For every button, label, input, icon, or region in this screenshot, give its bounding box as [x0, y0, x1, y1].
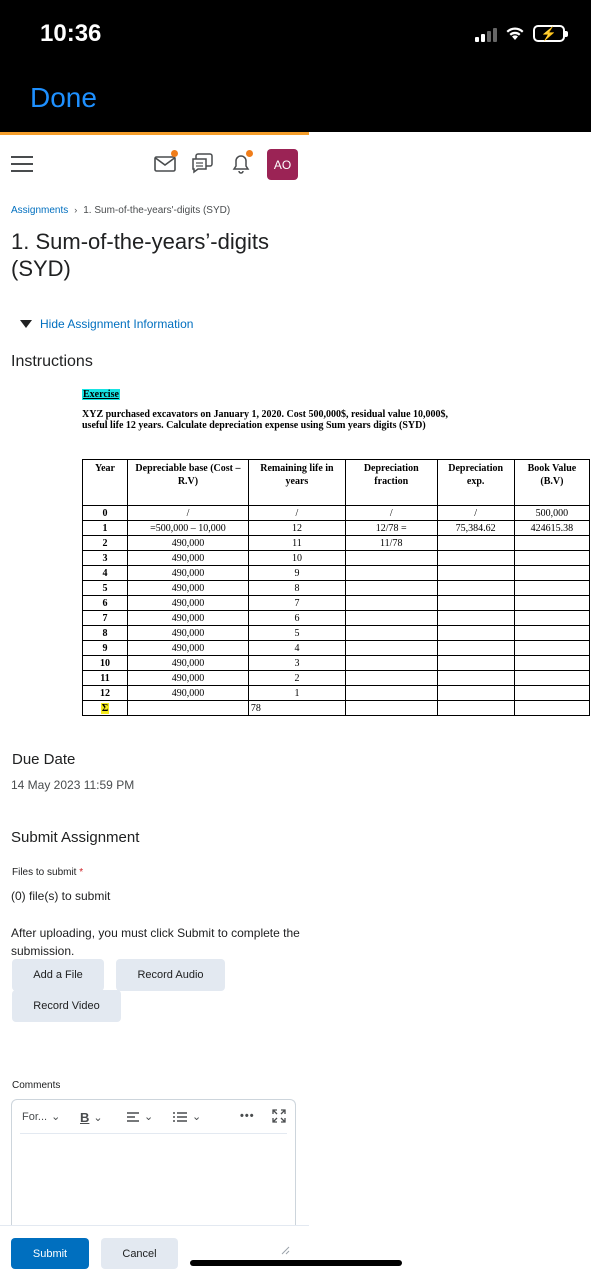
table-cell [437, 671, 514, 686]
table-cell [437, 641, 514, 656]
toolbar-divider [20, 1133, 287, 1134]
table-header-cell: Depreciation exp. [437, 460, 514, 506]
table-cell: 3 [83, 551, 128, 566]
status-icons [475, 25, 565, 42]
table-cell [437, 611, 514, 626]
table-cell [514, 626, 589, 641]
chevron-down-icon: ⌄ [144, 1111, 154, 1123]
table-cell: 0 [83, 506, 128, 521]
table-cell [437, 626, 514, 641]
table-cell: 9 [83, 641, 128, 656]
table-cell: 490,000 [128, 596, 249, 611]
chevron-down-icon: ⌄ [192, 1111, 202, 1123]
align-dropdown[interactable] [126, 1110, 153, 1123]
table-cell: 500,000 [514, 506, 589, 521]
table-row [83, 596, 590, 611]
table-cell [437, 536, 514, 551]
table-cell [345, 596, 437, 611]
table-cell: 6 [248, 611, 345, 626]
hide-info-label: Hide Assignment Information [40, 317, 194, 331]
ios-top-bar [0, 0, 591, 132]
upload-note: After uploading, you must click Submit to complete the submission. [11, 926, 300, 958]
table-header-cell: Year [83, 460, 128, 506]
table-row [83, 551, 590, 566]
caret-down-icon [20, 320, 32, 328]
sum-total-cell: 78 [248, 701, 345, 716]
comments-label: Comments [12, 1080, 61, 1091]
status-time: 10:36 [40, 20, 102, 47]
cellular-signal-icon [475, 26, 497, 42]
table-row [83, 641, 590, 656]
table-cell [345, 581, 437, 596]
app-header [0, 132, 309, 190]
table-cell [437, 551, 514, 566]
table-cell [345, 701, 437, 716]
table-header-cell: Depreciable base (Cost –R.V) [128, 460, 249, 506]
list-icon [172, 1111, 188, 1123]
table-cell [514, 611, 589, 626]
table-cell: 7 [248, 596, 345, 611]
breadcrumb [11, 205, 230, 216]
submit-button[interactable]: Submit [11, 1238, 89, 1269]
battery-charging-icon: ⚡ [533, 25, 565, 42]
table-cell: 12 [248, 521, 345, 536]
table-cell: 2 [83, 536, 128, 551]
table-cell: 2 [248, 671, 345, 686]
table-cell [514, 596, 589, 611]
bold-icon: B [80, 1110, 90, 1125]
files-label-text: Files to submit [12, 867, 77, 878]
table-row [83, 686, 590, 701]
sigma-symbol: Σ [101, 702, 109, 714]
cancel-button[interactable]: Cancel [101, 1238, 178, 1269]
table-cell: 490,000 [128, 611, 249, 626]
table-cell [514, 701, 589, 716]
table-cell [345, 671, 437, 686]
table-cell [514, 536, 589, 551]
table-cell [345, 641, 437, 656]
table-cell: 10 [248, 551, 345, 566]
editor-toolbar [12, 1100, 295, 1133]
files-count: (0) file(s) to submit [11, 889, 111, 903]
format-label: For... [22, 1110, 48, 1123]
table-cell [437, 566, 514, 581]
table-cell: 9 [248, 566, 345, 581]
home-indicator [190, 1260, 402, 1266]
table-cell: 4 [83, 566, 128, 581]
sum-symbol-cell [83, 701, 128, 716]
table-cell [437, 686, 514, 701]
table-cell: / [248, 506, 345, 521]
table-cell [345, 626, 437, 641]
table-row [83, 536, 590, 551]
comments-editor[interactable] [11, 1099, 296, 1239]
table-cell [514, 671, 589, 686]
subscription-alerts-icon[interactable] [190, 151, 216, 175]
table-cell [345, 656, 437, 671]
table-cell [514, 641, 589, 656]
table-cell [345, 686, 437, 701]
add-file-button[interactable]: Add a File [12, 959, 104, 991]
submit-assignment-heading: Submit Assignment [11, 829, 140, 846]
table-cell: 12 [83, 686, 128, 701]
table-cell: 1 [83, 521, 128, 536]
table-header-row [83, 460, 590, 506]
table-header-cell: Depreciation fraction [345, 460, 437, 506]
table-cell [514, 551, 589, 566]
instructions-heading: Instructions [11, 353, 93, 370]
table-cell [345, 551, 437, 566]
table-cell [437, 581, 514, 596]
more-actions-icon[interactable]: ••• [240, 1110, 255, 1122]
table-cell [345, 611, 437, 626]
chevron-down-icon: ⌄ [51, 1111, 61, 1123]
table-cell: 11/78 [345, 536, 437, 551]
table-cell: 1 [248, 686, 345, 701]
menu-icon[interactable] [11, 156, 33, 172]
due-date-heading: Due Date [12, 751, 76, 768]
files-to-submit-label [12, 867, 83, 878]
table-cell [514, 686, 589, 701]
table-cell: 11 [83, 671, 128, 686]
table-cell [128, 701, 249, 716]
table-cell: 12/78 = [345, 521, 437, 536]
table-cell [514, 566, 589, 581]
user-avatar[interactable]: AO [267, 149, 298, 180]
table-cell: / [345, 506, 437, 521]
table-cell: 8 [83, 626, 128, 641]
breadcrumb-current: 1. Sum-of-the-years'-digits (SYD) [83, 205, 231, 216]
format-dropdown[interactable] [22, 1110, 60, 1123]
table-cell: 490,000 [128, 581, 249, 596]
resize-handle-icon[interactable] [280, 1245, 290, 1255]
table-row [83, 656, 590, 671]
align-left-icon [126, 1111, 140, 1123]
table-cell: 8 [248, 581, 345, 596]
table-cell: 490,000 [128, 626, 249, 641]
table-sum-row [83, 701, 590, 716]
chevron-down-icon: ⌄ [93, 1112, 103, 1124]
table-row [83, 611, 590, 626]
table-cell: 3 [248, 656, 345, 671]
table-cell: 490,000 [128, 536, 249, 551]
bell-notification-dot [246, 150, 253, 157]
table-cell [437, 596, 514, 611]
table-row [83, 626, 590, 641]
table-cell [437, 701, 514, 716]
record-audio-button[interactable]: Record Audio [116, 959, 225, 991]
chevron-right-icon: › [74, 205, 78, 215]
table-cell: 10 [83, 656, 128, 671]
table-cell: 490,000 [128, 566, 249, 581]
table-row [83, 671, 590, 686]
exercise-label: Exercise [83, 389, 119, 400]
table-cell: 5 [83, 581, 128, 596]
table-cell [514, 581, 589, 596]
list-dropdown[interactable] [172, 1110, 201, 1123]
record-video-button[interactable]: Record Video [12, 990, 121, 1022]
table-cell: 490,000 [128, 671, 249, 686]
table-header-cell: Remaining life in years [248, 460, 345, 506]
table-row [83, 581, 590, 596]
table-cell: 490,000 [128, 551, 249, 566]
table-cell: 490,000 [128, 641, 249, 656]
table-cell [514, 656, 589, 671]
table-cell: 6 [83, 596, 128, 611]
table-cell [345, 566, 437, 581]
breadcrumb-assignments-link[interactable]: Assignments [11, 205, 69, 216]
done-button[interactable]: Done [30, 82, 97, 113]
table-cell: 490,000 [128, 686, 249, 701]
table-cell: 7 [83, 611, 128, 626]
fullscreen-icon[interactable] [272, 1109, 286, 1123]
due-date-value: 14 May 2023 11:59 PM [11, 778, 135, 792]
table-row [83, 566, 590, 581]
hide-assignment-info-toggle[interactable] [20, 317, 193, 331]
exercise-text: XYZ purchased excavators on January 1, 2020. Cost 500,000$, residual value 10,000$, useful life 12 years. Calculate depreciation expense using Sum years digits (SYD) [82, 409, 449, 431]
required-mark: * [79, 867, 84, 878]
table-cell: 490,000 [128, 656, 249, 671]
action-footer [0, 1225, 309, 1280]
table-cell: 4 [248, 641, 345, 656]
table-cell: / [128, 506, 249, 521]
table-row [83, 506, 590, 521]
table-cell: 5 [248, 626, 345, 641]
page-title: 1. Sum-of-the-years’-digits (SYD) [11, 229, 269, 281]
table-cell: =500,000 – 10,000 [128, 521, 249, 536]
bold-dropdown[interactable] [80, 1110, 103, 1125]
table-header-cell: Book Value (B.V) [514, 460, 589, 506]
message-notification-dot [171, 150, 178, 157]
exercise-document [80, 384, 591, 714]
syd-table [82, 459, 590, 716]
wifi-icon [505, 26, 525, 41]
table-cell: 424615.38 [514, 521, 589, 536]
table-cell: 75,384.62 [437, 521, 514, 536]
table-cell: 11 [248, 536, 345, 551]
table-row [83, 521, 590, 536]
table-cell [437, 656, 514, 671]
table-cell: / [437, 506, 514, 521]
